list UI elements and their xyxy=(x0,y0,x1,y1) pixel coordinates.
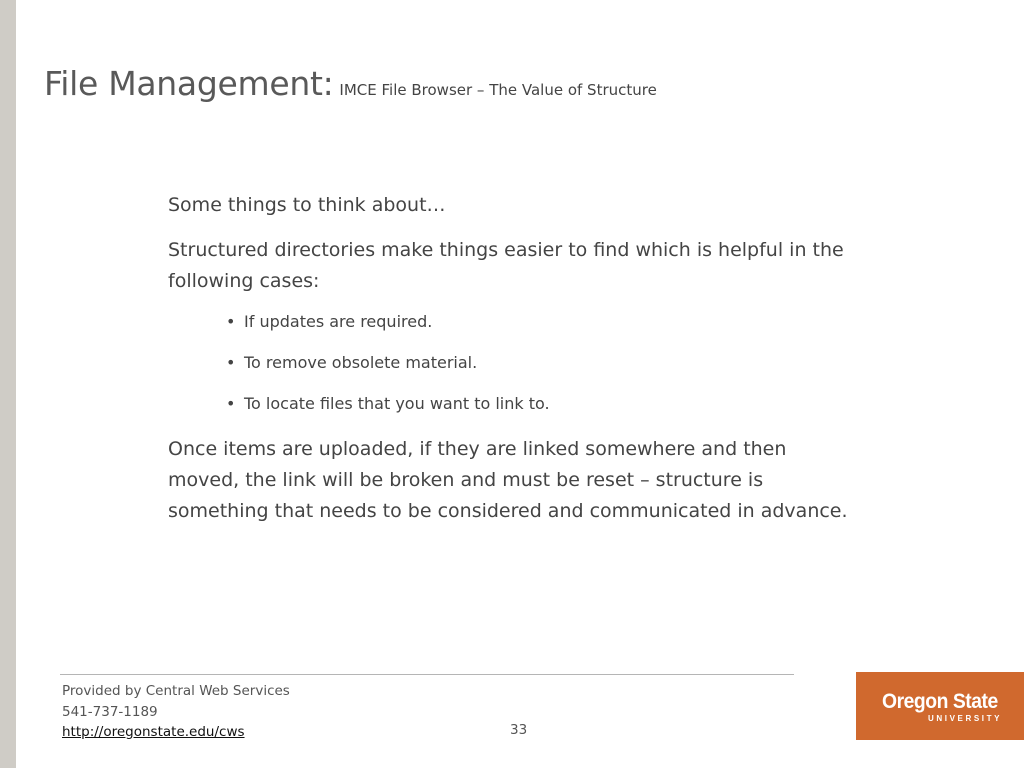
footer-provider: Provided by Central Web Services xyxy=(62,683,290,699)
closing-text: Once items are uploaded, if they are linked somewhere and then moved, the link will be broken and must be reset – structure is something that needs to be considered and communicated in advance. xyxy=(168,438,848,522)
footer-phone: 541-737-1189 xyxy=(62,703,158,720)
bullet-text: To locate files that you want to link to. xyxy=(244,394,550,413)
footer xyxy=(62,681,290,743)
title-main: File Management: xyxy=(44,64,334,103)
slide-title xyxy=(44,64,657,103)
bullet-list xyxy=(168,311,858,415)
intro-text: Some things to think about… xyxy=(168,194,446,216)
bullet-dot-icon: • xyxy=(226,394,236,413)
page-number: 33 xyxy=(510,722,528,738)
slide-body xyxy=(168,190,858,541)
oregon-state-logo xyxy=(856,672,1024,740)
bullet-item xyxy=(226,393,858,415)
bullet-text: To remove obsolete material. xyxy=(244,353,478,372)
footer-divider xyxy=(60,674,794,675)
bullet-dot-icon: • xyxy=(226,312,236,331)
bullet-item xyxy=(226,352,858,374)
logo-subwordmark: UNIVERSITY xyxy=(928,714,1003,723)
title-subtitle: IMCE File Browser – The Value of Structure xyxy=(339,81,657,99)
bullet-dot-icon: • xyxy=(226,353,236,372)
structured-text: Structured directories make things easier to find which is helpful in the following cases: xyxy=(168,239,844,292)
left-accent-bar xyxy=(0,0,16,768)
bullet-text: If updates are required. xyxy=(244,312,433,331)
footer-link[interactable]: http://oregonstate.edu/cws xyxy=(62,724,245,740)
bullet-item xyxy=(226,311,858,333)
logo-wordmark: Oregon State xyxy=(882,690,998,713)
